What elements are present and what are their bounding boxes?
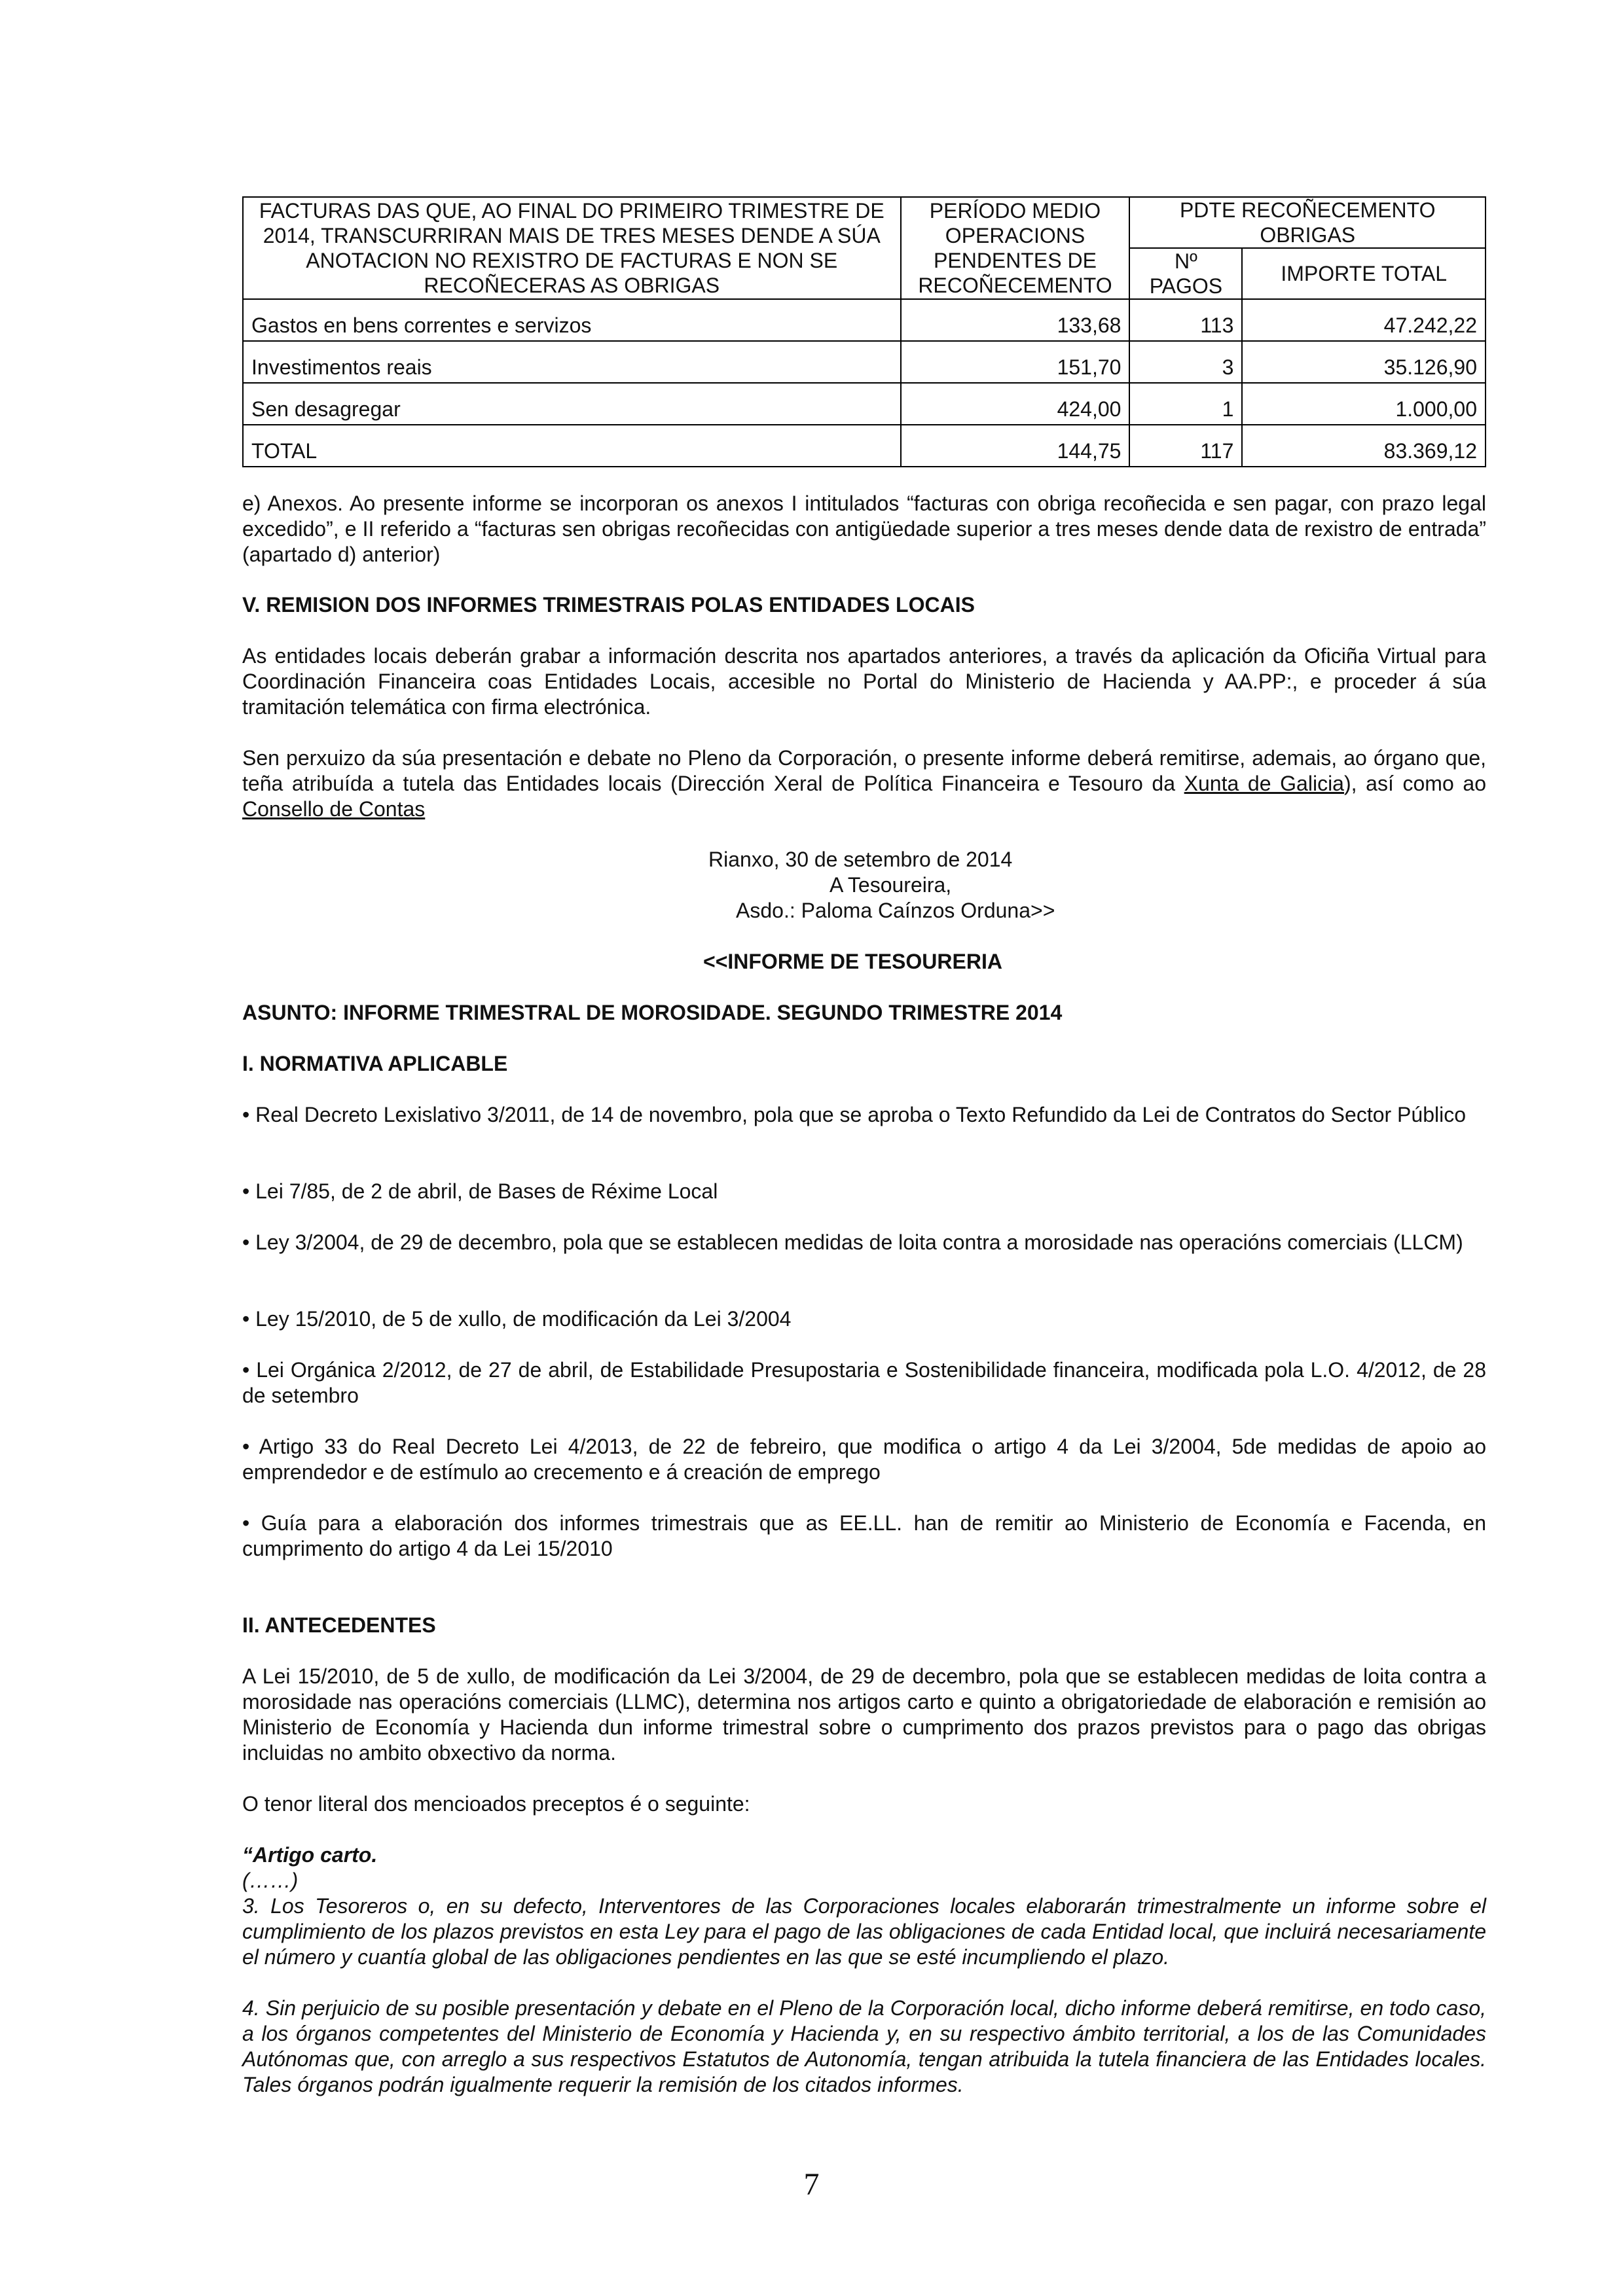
row-importe: 1.000,00 [1242, 383, 1486, 425]
document-page [242, 196, 1486, 467]
morosidad-table [242, 196, 1486, 467]
row-periodo: 144,75 [901, 425, 1130, 467]
normativa-item: • Guía para a elaboración dos informes trimestrais que as EE.LL. han de remitir ao Ministerio de Economía e Facenda, en cumprimento do artigo 4 da Lei 15/2010 [242, 1511, 1486, 1560]
xunta-de-galicia-link[interactable]: Xunta de Galicia [1184, 772, 1344, 795]
header-facturas: FACTURAS DAS QUE, AO FINAL DO PRIMEIRO TRIMESTRE DE 2014, TRANSCURRIRAN MAIS DE TRES MESES DENDE A SÚA ANOTACION NO REXISTRO DE FACTURAS E NON SE RECOÑECERAS AS OBRIGAS [243, 197, 901, 299]
section-v-paragraph-2 [242, 745, 1486, 822]
section-ii-paragraph-2: O tenor literal dos mencioados preceptos é o seguinte: [242, 1792, 750, 1816]
header-importe-total: IMPORTE TOTAL [1242, 248, 1486, 299]
normativa-item: • Real Decreto Lexislativo 3/2011, de 14 de novembro, pola que se aproba o Texto Refundido da Lei de Contratos do Sector Público [242, 1103, 1466, 1126]
header-num-pagos: Nº PAGOS [1129, 248, 1242, 299]
section-v-text-a: Sen perxuizo da súa presentación e debate no Pleno da Corporación, o presente informe deberá remitirse, ademais, ao órgano que, teña atribuída a tutela das Entidades locais (Dirección Xeral de Política Financeira e Tesouro da [242, 746, 1486, 795]
row-concepto: TOTAL [243, 425, 901, 467]
signature-role: A Tesoureira, [830, 873, 952, 897]
section-i-title: I. NORMATIVA APLICABLE [242, 1052, 508, 1075]
section-ii-title: II. ANTECEDENTES [242, 1613, 436, 1637]
section-v-paragraph-1: As entidades locais deberán grabar a información descrita nos apartados anteriores, a través da aplicación da Oficiña Virtual para Coordinación Financeira coas Entidades Locais, accesible no Portal do Ministerio de Hacienda y AA.PP:, e proceder á súa tramitación telemática con firma electrónica. [242, 644, 1486, 719]
normativa-item: • Lei Orgánica 2/2012, de 27 de abril, de Estabilidade Presupostaria e Sostenibilidade financeira, modificada pola L.O. 4/2012, de 28 de setembro [242, 1358, 1486, 1407]
report-title: <<INFORME DE TESOURERIA [703, 950, 1002, 973]
normativa-item: • Ley 15/2010, de 5 de xullo, de modificación da Lei 3/2004 [242, 1307, 792, 1331]
row-periodo: 424,00 [901, 383, 1130, 425]
normativa-item: • Lei 7/85, de 2 de abril, de Bases de Réxime Local [242, 1179, 718, 1203]
row-importe: 83.369,12 [1242, 425, 1486, 467]
asunto-heading: ASUNTO: INFORME TRIMESTRAL DE MOROSIDADE. SEGUNDO TRIMESTRE 2014 [242, 1001, 1063, 1024]
quote-ellipsis: (……) [242, 1869, 299, 1892]
row-concepto: Gastos en bens correntes e servizos [243, 299, 901, 341]
row-concepto: Sen desagregar [243, 383, 901, 425]
normativa-item: • Artigo 33 do Real Decreto Lei 4/2013, de 22 de febreiro, que modifica o artigo 4 da Lei 3/2004, 5de medidas de apoio ao emprendedor e de estímulo ao crecemento e á creación de emprego [242, 1435, 1486, 1484]
section-v-title: V. REMISION DOS INFORMES TRIMESTRAIS POLAS ENTIDADES LOCAIS [242, 593, 975, 617]
row-importe: 47.242,22 [1242, 299, 1486, 341]
signature-name: Asdo.: Paloma Caínzos Orduna>> [736, 899, 1055, 922]
page-number: 7 [803, 2167, 820, 2202]
row-pagos: 117 [1129, 425, 1242, 467]
header-pdte-reconecemento: PDTE RECOÑECEMENTO OBRIGAS [1129, 197, 1486, 248]
table-row [243, 341, 1486, 383]
row-periodo: 151,70 [901, 341, 1130, 383]
row-pagos: 3 [1129, 341, 1242, 383]
quote-paragraph-3: 3. Los Tesoreros o, en su defecto, Interventores de las Corporaciones locales elaborarán trimestralmente un informe sobre el cumplimiento de los plazos previstos en esta Ley para el pago de las obligaciones de cada Entidad local, que incluirá necesariamente el número y cuantía global de las obligaciones pendientes en las que se esté incumpliendo el plazo. [242, 1894, 1486, 1969]
anexos-paragraph: e) Anexos. Ao presente informe se incorporan os anexos I intitulados “facturas con obriga recoñecida e sen pagar, con prazo legal excedido”, e II referido a “facturas sen obrigas recoñecidas con antigüedade superior a tres meses dende data de rexistro de entrada” (apartado d) anterior) [242, 492, 1486, 566]
normativa-item: • Ley 3/2004, de 29 de decembro, pola que se establecen medidas de loita contra a morosidade nas operacións comerciais (LLCM) [242, 1230, 1463, 1254]
quote-title: “Artigo carto. [242, 1843, 378, 1867]
row-concepto: Investimentos reais [243, 341, 901, 383]
table-row-total [243, 425, 1486, 467]
header-periodo-medio: PERÍODO MEDIO OPERACIONS PENDENTES DE RECOÑECEMENTO [901, 197, 1130, 299]
signature-place-date: Rianxo, 30 de setembro de 2014 [708, 848, 1013, 871]
row-pagos: 113 [1129, 299, 1242, 341]
row-pagos: 1 [1129, 383, 1242, 425]
row-periodo: 133,68 [901, 299, 1130, 341]
table-row [243, 299, 1486, 341]
table-row [243, 383, 1486, 425]
quote-paragraph-4: 4. Sin perjuicio de su posible presentación y debate en el Pleno de la Corporación local, dicho informe deberá remitirse, en todo caso, a los órganos competentes del Ministerio de Economía y Hacienda y, en su respectivo ámbito territorial, a los de las Comunidades Autónomas que, con arreglo a sus respectivos Estatutos de Autonomía, tengan atribuida la tutela financiera de las Entidades locales. Tales órganos podrán igualmente requerir la remisión de los citados informes. [242, 1996, 1486, 2096]
section-ii-paragraph-1: A Lei 15/2010, de 5 de xullo, de modificación da Lei 3/2004, de 29 de decembro, pola que se establecen medidas de loita contra a morosidade nas operacións comerciais (LLMC), determina nos artigos carto e quinto a obrigatoriedade de elaboración e remisión ao Ministerio de Economía y Hacienda dun informe trimestral sobre o cumprimento dos prazos previstos para o pago das obrigas incluidas no ambito obxectivo da norma. [242, 1664, 1486, 1765]
consello-de-contas-link[interactable]: Consello de Contas [242, 797, 426, 821]
row-importe: 35.126,90 [1242, 341, 1486, 383]
section-v-text-b: ), así como ao [1343, 772, 1487, 795]
